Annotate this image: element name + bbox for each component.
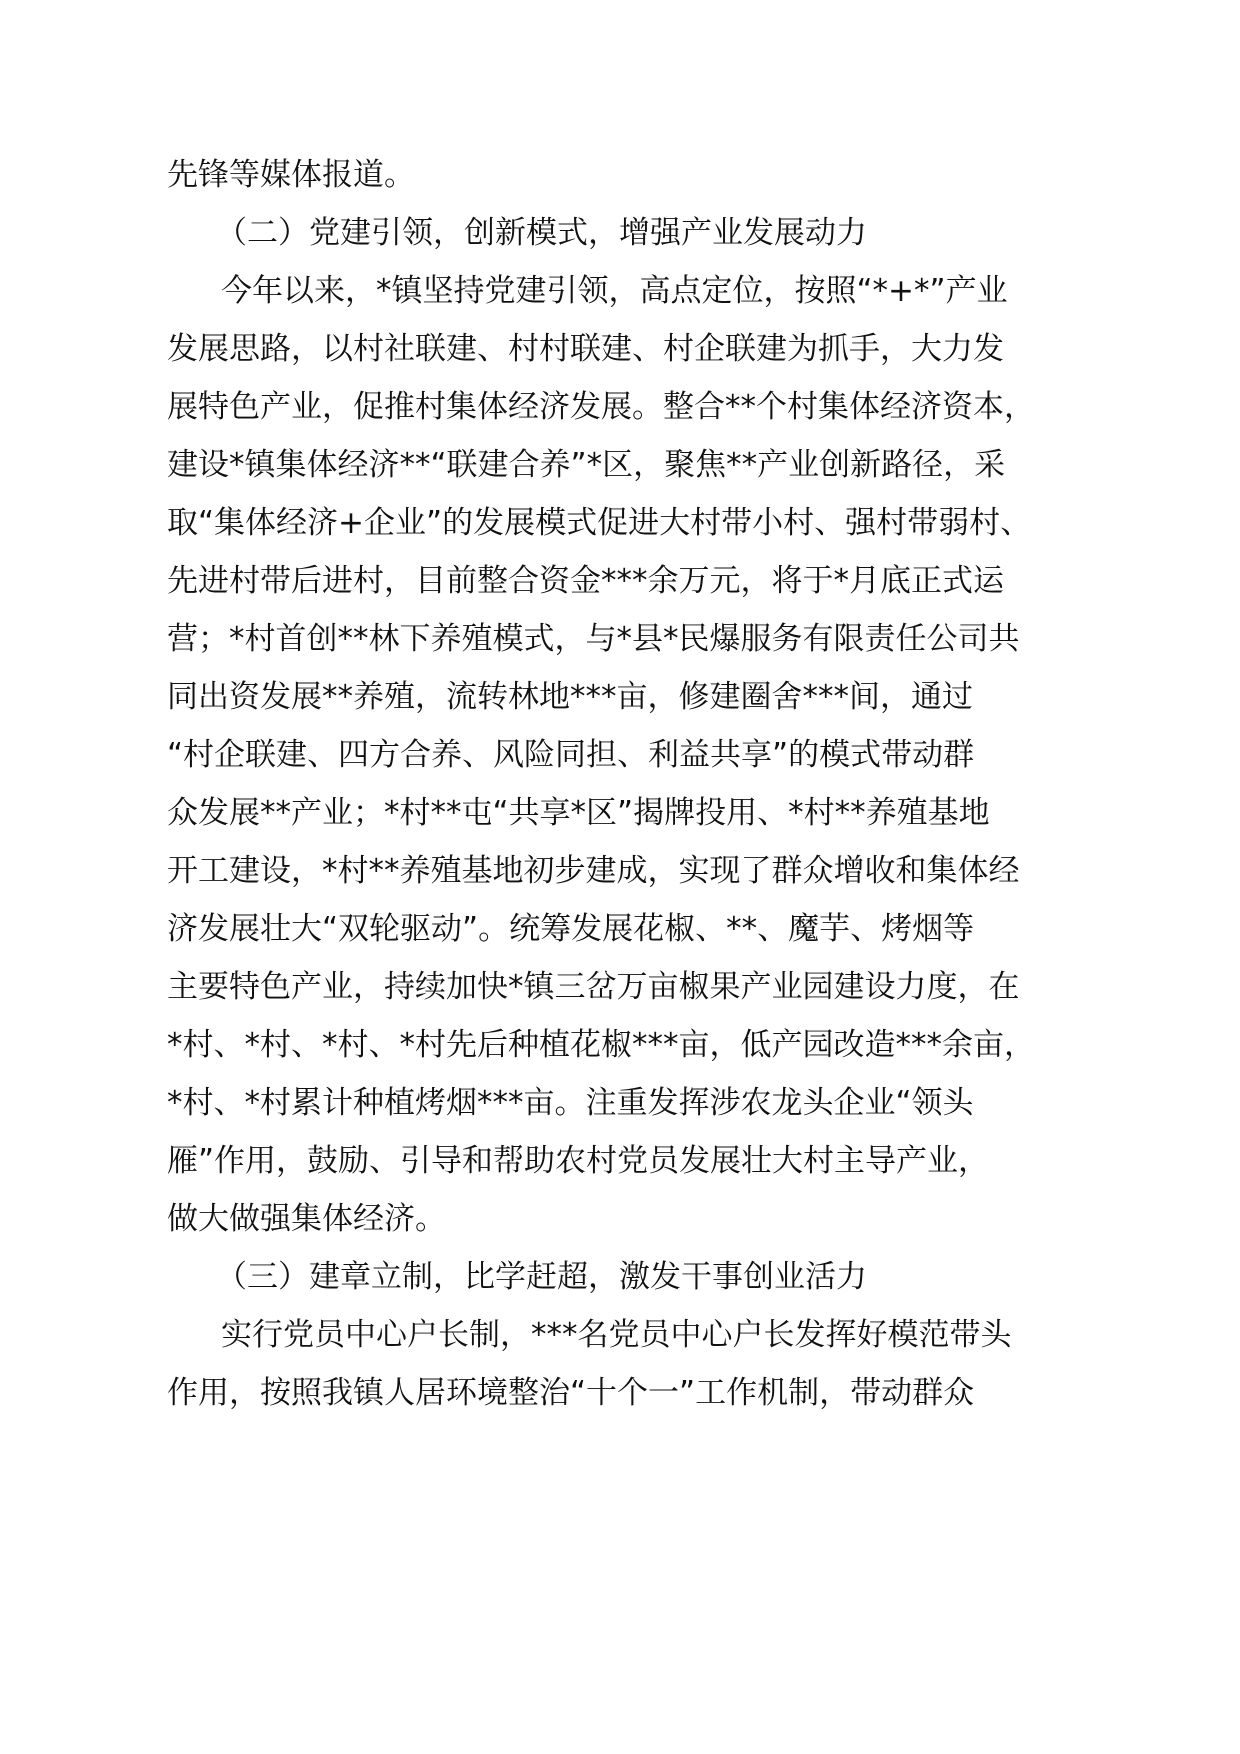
body-text-line: 今年以来，*镇坚持党建引领，高点定位，按照“*+*”产业 [221, 273, 1008, 309]
section-heading-2: （二）党建引领，创新模式，增强产业发展动力 [216, 215, 867, 251]
body-text-line: 发展思路，以村社联建、村村联建、村企联建为抓手，大力发 [167, 331, 1004, 367]
section-heading-3: （三）建章立制，比学赶超，激发干事创业活力 [216, 1259, 867, 1295]
body-text-line: 济发展壮大“双轮驱动”。统筹发展花椒、**、魔芋、烤烟等 [167, 911, 975, 947]
body-text-line: 建设*镇集体经济**“联建合养”*区，聚焦**产业创新路径，采 [167, 447, 1006, 483]
body-text-line: 同出资发展**养殖，流转林地***亩，修建圈舍***间，通过 [167, 679, 973, 715]
body-text-line: 取“集体经济+企业”的发展模式促进大村带小村、强村带弱村、 [167, 505, 1032, 541]
body-text-line: 做大做强集体经济。 [167, 1201, 446, 1237]
body-text-line: 众发展**产业；*村**屯“共享*区”揭牌投用、*村**养殖基地 [167, 795, 990, 831]
body-text-line: 开工建设，*村**养殖基地初步建成，实现了群众增收和集体经 [167, 853, 1020, 889]
body-text-line: *村、*村、*村、*村先后种植花椒***亩，低产园改造***余亩， [167, 1027, 1035, 1063]
body-text-line: *村、*村累计种植烤烟***亩。注重发挥涉农龙头企业“领头 [167, 1085, 974, 1121]
body-text-line: “村企联建、四方合养、风险同担、利益共享”的模式带动群 [167, 737, 975, 773]
body-text-line: 主要特色产业，持续加快*镇三岔万亩椒果产业园建设力度，在 [167, 969, 1020, 1005]
body-text-line: 作用，按照我镇人居环境整治“十个一”工作机制，带动群众 [167, 1375, 975, 1411]
body-text-line: 雁”作用，鼓励、引导和帮助农村党员发展壮大村主导产业， [167, 1143, 990, 1179]
body-text-line: 实行党员中心户长制，***名党员中心户长发挥好模范带头 [221, 1317, 1012, 1353]
body-text-line: 先锋等媒体报道。 [167, 157, 415, 193]
body-text-line: 先进村带后进村，目前整合资金***余万元，将于*月底正式运 [167, 563, 1004, 599]
body-text-line: 展特色产业，促推村集体经济发展。整合**个村集体经济资本， [167, 389, 1035, 425]
body-text-line: 营；*村首创**林下养殖模式，与*县*民爆服务有限责任公司共 [167, 621, 1020, 657]
